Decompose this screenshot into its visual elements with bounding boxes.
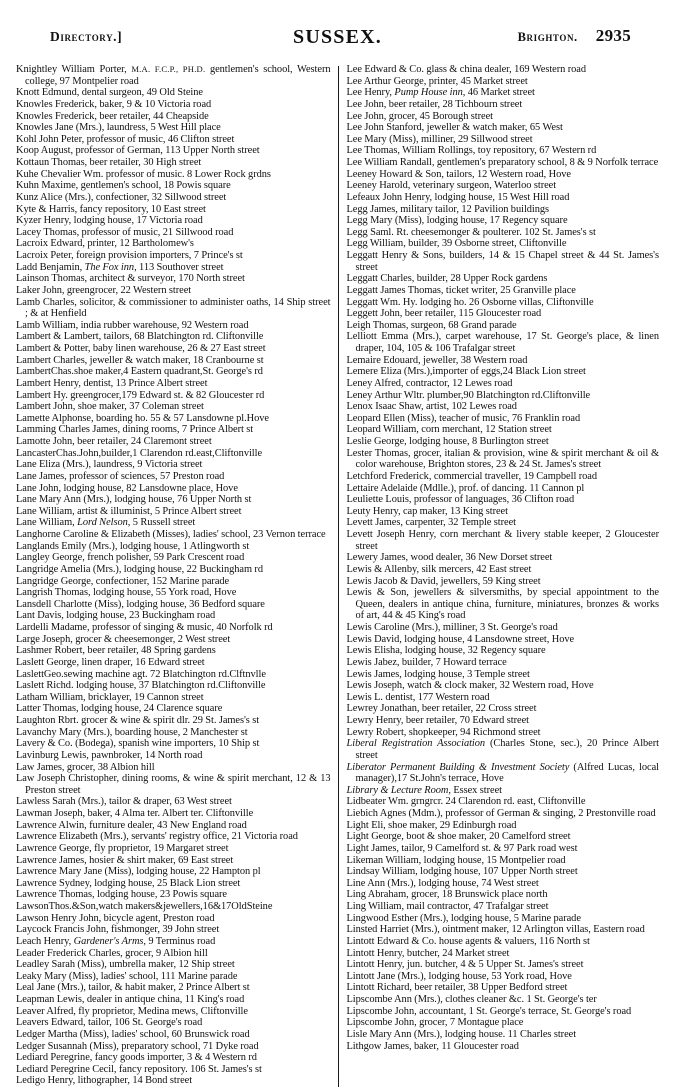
directory-entry: Leavers Edward, tailor, 106 St. George's road xyxy=(16,1017,203,1029)
directory-entry: Leigh Thomas, surgeon, 68 Grand parade xyxy=(346,319,517,331)
directory-entry: Light James, tailor, 9 Camelford st. & 97 Park road west xyxy=(346,842,578,854)
directory-entry: Lintott Richard, beer retailer, 38 Upper Bedford street xyxy=(346,982,568,994)
directory-entry: Lintott Edward & Co. house agents & valuers, 116 North st xyxy=(346,935,590,947)
directory-entry: Lane Mary Ann (Mrs.), lodging house, 76 Upper North st xyxy=(16,494,252,506)
directory-entry: Lindsay William, lodging house, 107 Upper North street xyxy=(346,866,578,878)
directory-entry: Lane William, artist & illuminist, 5 Prince Albert street xyxy=(16,505,242,517)
directory-entry: Lipscombe John, grocer, 7 Montague place xyxy=(346,1017,524,1029)
directory-entry: Leader Frederick Charles, grocer, 9 Albion hill xyxy=(16,947,208,959)
directory-entry: Lawrence Alwin, furniture dealer, 43 New England road xyxy=(16,819,247,831)
directory-entry: Lipscombe Ann (Mrs.), clothes cleaner &c. 1 St. George's ter xyxy=(346,994,597,1005)
directory-entry: Langhorne Caroline & Elizabeth (Misses), ladies' school, 23 Vernon terrace xyxy=(16,529,326,540)
directory-entry: Leeney Harold, veterinary surgeon, Waterloo street xyxy=(346,180,557,192)
directory-entry: Lewry Henry, beer retailer, 70 Edward street xyxy=(346,715,529,726)
directory-entry: LancasterChas.John,builder,1 Clarendon rd.east,Cliftonville xyxy=(16,447,263,459)
directory-entry: Lardelli Madame, professor of singing & music, 40 Norfolk rd xyxy=(16,622,273,633)
directory-entry: Lavanchy Mary (Mrs.), boarding house, 2 Manchester st xyxy=(16,726,248,738)
directory-entry: Leggatt Henry & Sons, builders, 14 & 15 Chapel street & 44 St. James's street xyxy=(346,250,659,273)
directory-entry: Lewis Jabez, builder, 7 Howard terrace xyxy=(346,656,507,668)
directory-entry: Lane John, lodging house, 82 Lansdowne place, Hove xyxy=(16,482,238,494)
directory-entry: Kunz Alice (Mrs.), confectioner, 32 Sillwood street xyxy=(16,191,227,203)
directory-entry: Large Joseph, grocer & cheesemonger, 2 West street xyxy=(16,633,231,645)
directory-entry: Leslie George, lodging house, 8 Burlington street xyxy=(346,436,549,447)
directory-entry: Langley George, french polisher, 59 Park Crescent road xyxy=(16,552,245,564)
directory-column-right xyxy=(338,64,660,1087)
directory-entry: Light Eli, shoe maker, 29 Edinburgh road xyxy=(346,819,517,831)
directory-entry: Ledigo Henry, lithographer, 14 Bond street xyxy=(16,1075,193,1087)
directory-entry: Law James, grocer, 38 Albion hill xyxy=(16,761,155,773)
directory-entry: Lambert John, shoe maker, 37 Coleman street xyxy=(16,401,204,413)
directory-entry: Lavery & Co. (Bodega), spanish wine importers, 10 Ship st xyxy=(16,738,260,750)
directory-entry: Ledger Martha (Miss), ladies' school, 60 Brunswick road xyxy=(16,1028,250,1040)
directory-entry: Lidbeater Wm. grngrcr. 24 Clarendon rd. east, Cliftonville xyxy=(346,796,586,808)
directory-entry: Levett Joseph Henry, corn merchant & livery stable keeper, 2 Gloucester street xyxy=(346,529,659,552)
directory-entry: Koop August, professor of German, 113 Upper North street xyxy=(16,145,260,157)
directory-entry: Lamette Alphonse, boarding ho. 55 & 57 Lansdowne pl.Hove xyxy=(16,412,269,424)
directory-entry: Leopard William, corn merchant, 12 Station street xyxy=(346,424,552,436)
directory-entry: Laughton Rbrt. grocer & wine & spirit dlr. 29 St. James's st xyxy=(16,715,260,726)
directory-entry: Liebich Agnes (Mdm.), professor of German & singing, 2 Prestonville road xyxy=(346,808,656,819)
directory-entry: Lewrey Jonathan, beer retailer, 22 Cross street xyxy=(346,703,537,715)
directory-entry: Lewis & Allenby, silk mercers, 42 East street xyxy=(346,563,532,575)
directory-entry: Lewis Joseph, watch & clock maker, 32 Western road, Hove xyxy=(346,680,594,692)
directory-entry: Lane Eliza (Mrs.), laundress, 9 Victoria street xyxy=(16,459,203,471)
directory-entry: Ledger Susannah (Miss), preparatory school, 71 Dyke road xyxy=(16,1040,259,1052)
directory-entry: Lemaire Edouard, jeweller, 38 Western road xyxy=(346,354,528,366)
directory-entry: Lingwood Esther (Mrs.), lodging house, 5 Marine parade xyxy=(346,912,581,924)
directory-entry: Leggatt James Thomas, ticket writer, 25 Granville place xyxy=(346,284,576,296)
directory-entry: Langlands Emily (Mrs.), lodging house, 1 Atlingworth st xyxy=(16,540,250,552)
directory-entry: Lee William Randall, gentlemen's preparatory school, 8 & 9 Norfolk terrace xyxy=(346,157,659,168)
directory-entry: Lewis L. dentist, 177 Western road xyxy=(346,691,490,703)
directory-entry: Lambert & Lambert, tailors, 68 Blatchington rd. Cliftonville xyxy=(16,331,264,343)
directory-entry: Kyte & Harris, fancy repository, 10 East street xyxy=(16,203,206,215)
directory-entry: Leapman Lewis, dealer in antique china, 11 King's road xyxy=(16,994,245,1005)
directory-entry: Lenox Isaac Shaw, artist, 102 Lewes road xyxy=(346,401,517,413)
directory-entry: Lettaire Adelaide (Mdlle.), prof. of dancing. 11 Cannon pl xyxy=(346,482,585,494)
directory-entry: LaslettGeo.sewing machine agt. 72 Blatchington rd.Clftnvlle xyxy=(16,668,266,680)
directory-entry: Lithgow James, baker, 11 Gloucester road xyxy=(346,1040,519,1052)
directory-entry: Lintott Henry, jun. butcher, 4 & 5 Upper St. James's street xyxy=(346,959,584,971)
directory-entry: Law Joseph Christopher, dining rooms, & wine & spirit merchant, 12 & 13 Preston street xyxy=(16,773,331,796)
directory-entry: Lewis Caroline (Mrs.), milliner, 3 St. George's road xyxy=(346,622,558,633)
directory-entry: Leney Arthur Wltr. plumber,90 Blatchington rd.Cliftonville xyxy=(346,389,591,401)
directory-entry: Lacey Thomas, professor of music, 21 Sillwood road xyxy=(16,226,234,238)
directory-entry: Lintott Henry, butcher, 24 Market street xyxy=(346,947,510,959)
directory-entry: Ling William, mail contractor, 47 Trafalgar street xyxy=(346,901,549,912)
directory-entry: Lefeaux John Henry, lodging house, 15 West Hill road xyxy=(346,191,570,203)
directory-entry: Lawrence Mary Jane (Miss), lodging house, 22 Hampton pl xyxy=(16,866,261,878)
directory-entry: Lansdell Charlotte (Miss), lodging house, 36 Bedford square xyxy=(16,598,265,610)
directory-entry: Lane William, Lord Nelson, 5 Russell street xyxy=(16,517,196,529)
directory-entry: Letchford Frederick, commercial traveller, 19 Campbell road xyxy=(346,470,597,482)
directory-entry: Lambert Henry, dentist, 13 Prince Albert street xyxy=(16,377,208,389)
directory-entry: Leaky Mary (Miss), ladies' school, 111 Marine parade xyxy=(16,970,238,982)
directory-entry: Langridge Amelia (Mrs.), lodging house, 22 Buckingham rd xyxy=(16,563,263,575)
running-head-place: brighton. xyxy=(517,30,578,44)
directory-entry: Lawless Sarah (Mrs.), tailor & draper, 63 West street xyxy=(16,796,232,808)
directory-entry: Lediard Peregrine Cecil, fancy repository. 106 St. James's st xyxy=(16,1063,262,1075)
directory-entry: Leal Jane (Mrs.), tailor, & habit maker, 2 Prince Albert st xyxy=(16,982,250,994)
directory-entry: Kuhn Maxime, gentlemen's school, 18 Powis square xyxy=(16,180,231,192)
directory-entry: Leadley Sarah (Miss), umbrella maker, 12 Ship street xyxy=(16,959,235,971)
directory-entry: Light George, boot & shoe maker, 20 Camelford street xyxy=(346,831,571,843)
directory-entry: Lacroix Peter, foreign provision importers, 7 Prince's st xyxy=(16,250,243,261)
directory-entry: Lee Henry, Pump House inn, 46 Market street xyxy=(346,87,535,99)
directory-entry: Lee John Stanford, jeweller & watch maker, 65 West xyxy=(346,122,563,134)
directory-entry: Lintott Jane (Mrs.), lodging house, 53 York road, Hove xyxy=(346,970,572,982)
directory-entry: Lambert & Potter, baby linen warehouse, 26 & 27 East street xyxy=(16,343,266,354)
directory-entry: Lewis Elisha, lodging house, 32 Regency square xyxy=(346,645,546,657)
directory-entry: Legg William, builder, 39 Osborne street, Cliftonville xyxy=(346,238,567,250)
directory-entry: Levett James, carpenter, 32 Temple street xyxy=(346,517,517,529)
directory-entry: Laslett George, linen draper, 16 Edward street xyxy=(16,656,205,668)
directory-entry: Legg James, military tailor, 12 Pavilion buildings xyxy=(346,203,550,215)
directory-entry: Kohl John Peter, professor of music, 46 Clifton street xyxy=(16,133,235,145)
directory-entry: Lewis James, lodging house, 3 Temple street xyxy=(346,668,530,680)
directory-entry: Kyzer Henry, lodging house, 17 Victoria road xyxy=(16,215,203,227)
directory-columns xyxy=(12,64,663,1087)
directory-entry: Lawrence James, hosier & shirt maker, 69 East street xyxy=(16,854,234,866)
directory-entry: Leuliette Louis, professor of languages, 36 Clifton road xyxy=(346,494,575,506)
directory-entry: Lawson Henry John, bicycle agent, Preston road xyxy=(16,912,215,924)
directory-entry: Lawrence Elizabeth (Mrs.), servants' registry office, 21 Victoria road xyxy=(16,831,298,843)
running-head xyxy=(12,26,663,48)
directory-entry: Lisle Mary Ann (Mrs.), lodging house. 11 Charles street xyxy=(346,1028,577,1040)
directory-entry: Knightley William Porter, M.A. F.C.P., PH.D. gentlemen's school, Western college, 97 Montpelier road xyxy=(16,64,331,87)
directory-entry: Liberator Permanent Building & Investment Society (Alfred Lucas, local manager),17 St.John's terrace, Hove xyxy=(346,761,659,785)
directory-entry: Lant Davis, lodging house, 23 Buckingham road xyxy=(16,610,216,622)
directory-entry: Lawrence George, fly proprietor, 19 Margaret street xyxy=(16,842,229,854)
directory-entry: LambertChas.shoe maker,4 Eastern quadrant,St. George's rd xyxy=(16,366,263,378)
directory-entry: Lee Thomas, William Rollings, toy repository, 67 Western rd xyxy=(346,145,597,157)
directory-entry: Laslett Richd. lodging house, 37 Blatchington rd.Cliftonville xyxy=(16,680,266,692)
directory-entry: Lainson Thomas, architect & surveyor, 170 North street xyxy=(16,273,245,285)
directory-entry: Lelliott Emma (Mrs.), carpet warehouse, 17 St. George's place, & linen draper, 104, 105 & 106 Trafalgar street xyxy=(346,331,659,354)
directory-entry: Lawman Joseph, baker, 4 Alma ter. Albert ter. Cliftonville xyxy=(16,808,254,819)
directory-entry: Lamb William, india rubber warehouse, 92 Western road xyxy=(16,319,249,331)
page-number: 2935 xyxy=(595,26,631,45)
directory-entry: Lee John, beer retailer, 28 Tichbourn street xyxy=(346,98,523,110)
directory-entry: Lambert Hy. greengrocer,179 Edward st. & 82 Gloucester rd xyxy=(16,389,265,401)
directory-entry: Leach Henry, Gardener's Arms, 9 Terminus road xyxy=(16,935,216,947)
directory-entry: Lewery James, wood dealer, 36 New Dorset street xyxy=(346,552,553,564)
directory-entry: Leggatt Charles, builder, 28 Upper Rock gardens xyxy=(346,273,548,285)
directory-entry: Lacroix Edward, printer, 12 Bartholomew's xyxy=(16,238,194,250)
directory-entry: Legg Saml. Rt. cheesemonger & poulterer. 102 St. James's st xyxy=(346,226,596,238)
directory-entry: Linsted Harriet (Mrs.), ointment maker, 12 Arlington villas, Eastern road xyxy=(346,924,645,936)
directory-entry: Lewis David, lodging house, 4 Lansdowne street, Hove xyxy=(346,633,575,645)
directory-entry: Legg Mary (Miss), lodging house, 17 Regency square xyxy=(346,215,568,227)
directory-entry: Lee Mary (Miss), milliner, 29 Sillwood street xyxy=(346,133,533,145)
directory-entry: Lediard Peregrine, fancy goods importer, 3 & 4 Western rd xyxy=(16,1052,257,1064)
directory-entry: Lavinburg Lewis, pawnbroker, 14 North road xyxy=(16,749,203,761)
directory-entry: Lewry Robert, shopkeeper, 94 Richmond street xyxy=(346,726,541,738)
directory-entry: Lewis & Son, jewellers & silversmiths, by special appointment to the Queen, dealers in antique china, furniture, miniatures, bronzes & works of art, 44 & 45 King's road xyxy=(346,587,659,622)
directory-entry: Latham William, bricklayer, 19 Cannon street xyxy=(16,691,204,703)
directory-entry: Lane James, professor of sciences, 57 Preston road xyxy=(16,470,225,482)
directory-entry: Lee Edward & Co. glass & china dealer, 169 Western road xyxy=(346,64,586,75)
directory-entry: Lambert Charles, jeweller & watch maker, 18 Cranbourne st xyxy=(16,354,264,366)
directory-entry: Lawrence Sydney, lodging house, 25 Black Lion street xyxy=(16,877,241,889)
directory-entry: Knowles Jane (Mrs.), laundress, 5 West Hill place xyxy=(16,122,221,134)
directory-entry: Lee John, grocer, 45 Borough street xyxy=(346,110,494,122)
directory-entry: Kuhe Chevalier Wm. professor of music. 8 Lower Rock grdns xyxy=(16,168,271,180)
directory-entry: Lawrence Thomas, lodging house, 23 Powis square xyxy=(16,889,227,901)
directory-entry: Knott Edmund, dental surgeon, 49 Old Steine xyxy=(16,87,203,99)
directory-entry: Leuty Henry, cap maker, 13 King street xyxy=(346,505,508,517)
directory-entry: Langridge George, confectioner, 152 Marine parade xyxy=(16,575,230,587)
directory-entry: Latter Thomas, lodging house, 24 Clarence square xyxy=(16,703,223,715)
directory-entry: Liberal Registration Association (Charles Stone, sec.), 20 Prince Albert street xyxy=(346,738,659,761)
directory-entry: Lewis Jacob & David, jewellers, 59 King street xyxy=(346,575,541,587)
directory-entry: Leney Alfred, contractor, 12 Lewes road xyxy=(346,377,513,389)
directory-entry: Lamb Charles, solicitor, & commissioner to administer oaths, 14 Ship street ; & at Henfield xyxy=(16,296,331,320)
directory-column-left xyxy=(16,64,338,1087)
directory-entry: Laker John, greengrocer, 22 Western street xyxy=(16,284,192,296)
directory-entry: Leaver Alfred, fly proprietor, Medina mews, Cliftonville xyxy=(16,1005,248,1017)
directory-entry: Laycock Francis John, fishmonger, 39 John street xyxy=(16,924,220,936)
directory-entry: Line Ann (Mrs.), lodging house, 74 West street xyxy=(346,877,539,889)
directory-entry: Leggett John, beer retailer, 115 Gloucester road xyxy=(346,308,542,320)
directory-entry: Likeman William, lodging house, 15 Montpelier road xyxy=(346,854,566,866)
directory-entry: Lester Thomas, grocer, italian & provision, wine & spirit merchant & oil & color warehouse, Brighton stores, 23 & 24 St. James's street xyxy=(346,447,659,471)
directory-entry: Lashmer Robert, beer retailer, 48 Spring gardens xyxy=(16,645,216,657)
directory-entry: Lee Arthur George, printer, 45 Market street xyxy=(346,75,528,87)
directory-entry: Knowles Frederick, baker, 9 & 10 Victoria road xyxy=(16,98,212,110)
directory-entry: Ling Abraham, grocer, 18 Brunswick place north xyxy=(346,889,548,901)
directory-entry: Lamming Charles James, dining rooms, 7 Prince Albert st xyxy=(16,424,254,436)
directory-entry: Leggatt Wm. Hy. lodging ho. 26 Osborne villas, Cliftonville xyxy=(346,296,594,308)
directory-entry: Knowles Frederick, beer retailer, 44 Cheapside xyxy=(16,110,209,122)
directory-entry: Library & Lecture Room, Essex street xyxy=(346,784,502,796)
directory-entry: LawsonThos.&Son,watch makers&jewellers,16&17OldSteine xyxy=(16,901,273,912)
running-head-title: SUSSEX. xyxy=(293,26,382,48)
column-divider-rule xyxy=(338,66,339,1087)
directory-entry: Leopard Ellen (Miss), teacher of music, 76 Franklin road xyxy=(346,412,581,424)
directory-entry: Leeney Howard & Son, tailors, 12 Western road, Hove xyxy=(346,168,571,180)
directory-entry: Lemere Eliza (Mrs.),importer of eggs,24 Black Lion street xyxy=(346,366,586,378)
directory-entry: Kottaun Thomas, beer retailer, 30 High street xyxy=(16,157,202,168)
directory-entry: Lamotte John, beer retailer, 24 Claremont street xyxy=(16,436,212,447)
running-head-section-label: Directory.] xyxy=(50,29,123,44)
directory-entry: Ladd Benjamin, The Fox inn, 113 Southover street xyxy=(16,261,224,273)
directory-entry: Lipscombe John, accountant, 1 St. George's terrace, St. George's road xyxy=(346,1005,632,1017)
directory-entry: Langrish Thomas, lodging house, 55 York road, Hove xyxy=(16,587,237,599)
